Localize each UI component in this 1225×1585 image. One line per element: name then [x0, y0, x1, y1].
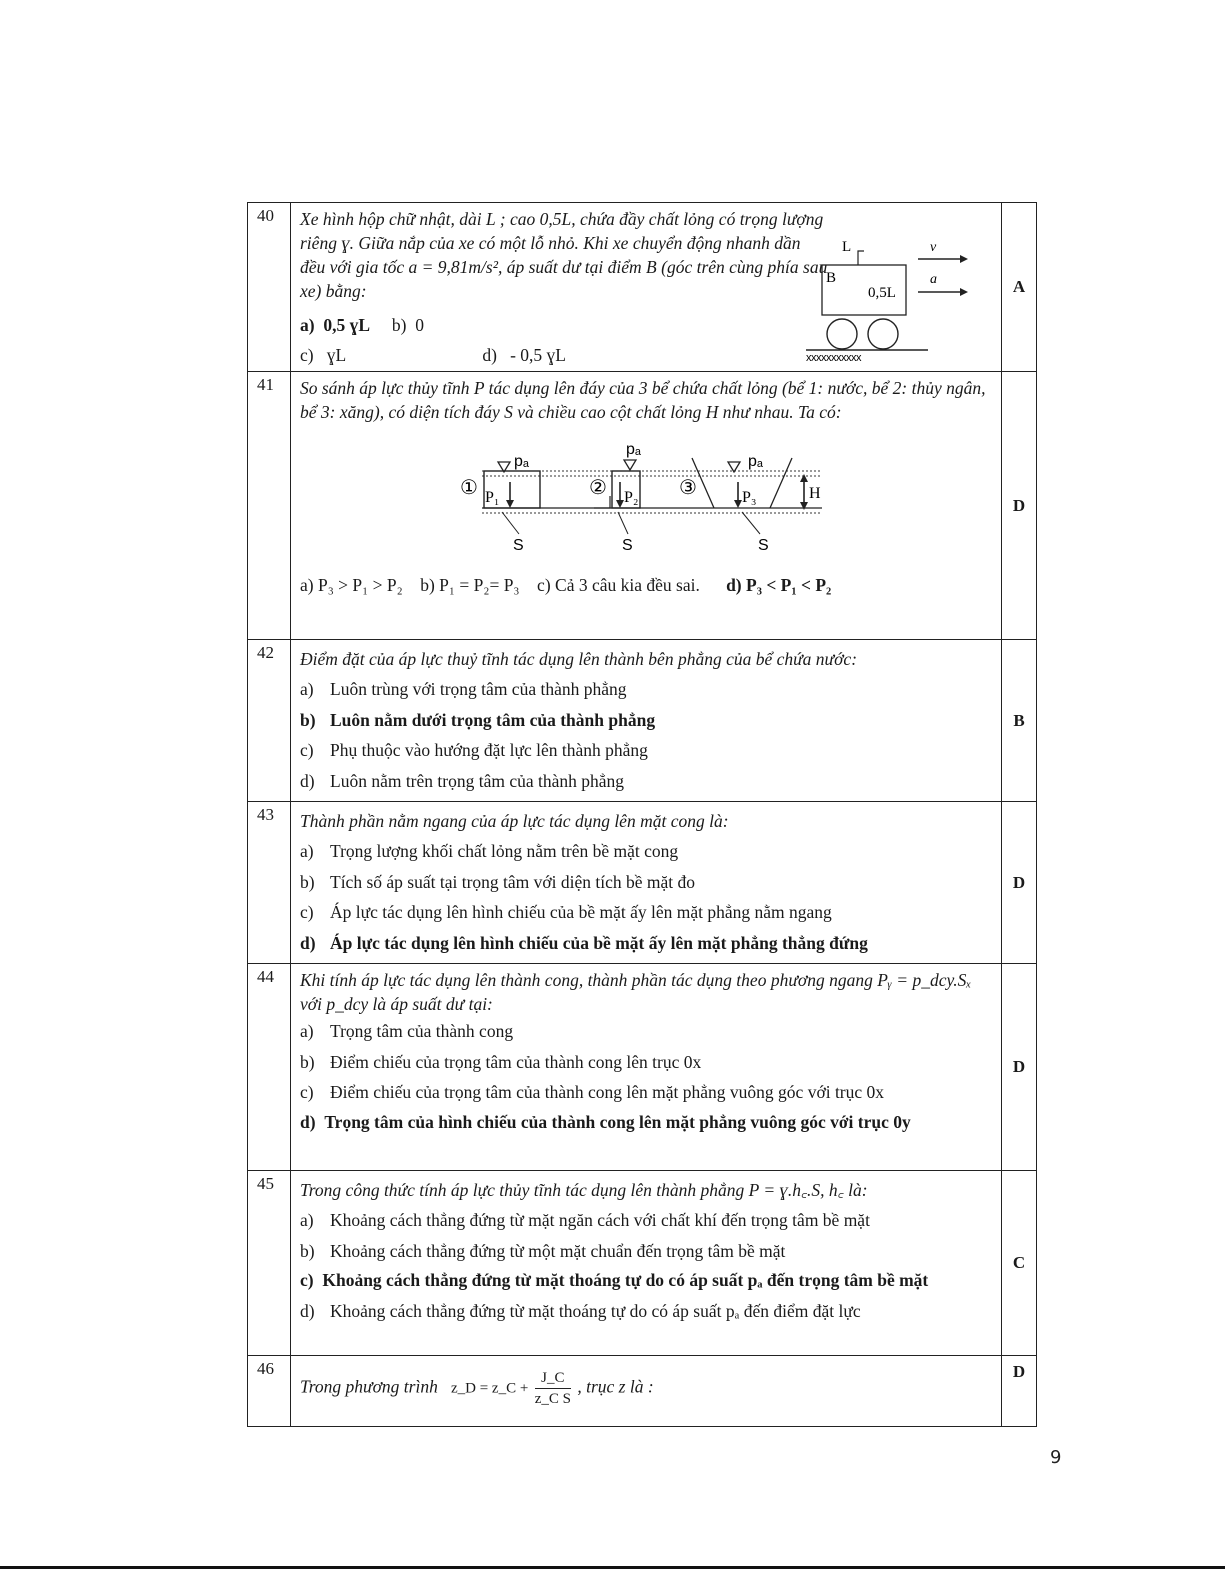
answer-cell: D — [1002, 372, 1037, 640]
option-b: b) Tích số áp suất tại trọng tâm với diện tích bề mặt đo — [300, 871, 696, 892]
option-a: a) Khoảng cách thẳng đứng từ mặt ngăn cách với chất khí đến trọng tâm bề mặt — [300, 1210, 870, 1230]
question-table — [247, 202, 1037, 1427]
P2-label: P₂ — [624, 489, 639, 506]
P3-label: P₃ — [742, 489, 757, 506]
answer-cell: C — [1002, 1171, 1037, 1356]
formula-left: z_D = z_C + — [450, 1380, 529, 1397]
question-text: Trong phương trình z_D = z_C + $\frac{J\_C}{\text{z\_C S}}$ , trục z là : — [300, 1370, 654, 1407]
wheel-rear — [827, 319, 857, 349]
question-number: 40 — [248, 203, 291, 372]
question-row-42 — [248, 640, 1037, 802]
question-text: Điểm đặt của áp lực thuỷ tĩnh tác dụng lên thành bên phẳng của bể chứa nước: — [300, 649, 858, 669]
option-list — [300, 310, 566, 370]
pa-label-2: pₐ — [626, 441, 641, 458]
label-B: B — [826, 270, 837, 286]
question-row-43 — [248, 802, 1037, 964]
option-d: d) Áp lực tác dụng lên hình chiếu của bề mặt ấy lên mặt phẳng thẳng đứng — [300, 932, 868, 953]
bottom-divider — [0, 1566, 1225, 1569]
label-a: a — [930, 272, 937, 287]
option-a: a) Trọng tâm của thành cong — [300, 1021, 514, 1041]
option-c: c) Cả 3 câu kia đều sai. — [537, 575, 700, 595]
tank-car-figure — [806, 237, 990, 365]
S-label-2: S — [622, 537, 633, 554]
option-d: d) - 0,5 ɣL — [482, 345, 566, 365]
option-c: c) Khoảng cách thẳng đứng từ mặt thoáng tự do có áp suất pₐ đến trọng tâm bề mặt — [300, 1270, 929, 1290]
option-c: c) Phụ thuộc vào hướng đặt lực lên thành phẳng — [300, 740, 648, 760]
label-v: v — [930, 240, 937, 255]
option-d: d) Luôn nằm trên trọng tâm của thành phẳng — [300, 770, 625, 791]
question-text: Thành phần nằm ngang của áp lực tác dụng lên mặt cong là: — [300, 811, 729, 831]
question-row-41 — [248, 372, 1037, 640]
question-number: 44 — [248, 964, 291, 1171]
question-number: 43 — [248, 802, 291, 964]
option-b: b) 0 — [391, 315, 424, 335]
option-c: c) Điểm chiếu của trọng tâm của thành cong lên mặt phẳng vuông góc với trục 0x — [300, 1082, 885, 1102]
question-row-46 — [248, 1356, 1037, 1427]
answer-cell: B — [1002, 640, 1037, 802]
question-number: 41 — [248, 372, 291, 640]
pa-label-1: pₐ — [514, 453, 529, 470]
page-number: 9 — [1050, 1447, 1062, 1468]
S-label-3: S — [758, 537, 769, 554]
option-list — [300, 570, 993, 601]
question-row-44 — [248, 964, 1037, 1171]
ground-hatch: xxxxxxxxxxx — [806, 352, 861, 364]
answer-cell: A — [1002, 203, 1037, 372]
answer-cell: D — [1002, 802, 1037, 964]
option-b: b) P₁ = P₂= P₃ — [420, 575, 520, 595]
option-d: d) Khoảng cách thẳng đứng từ mặt thoáng tự do có áp suất pₐ đến điểm đặt lực — [300, 1301, 861, 1321]
question-text: Xe hình hộp chữ nhật, dài L ; cao 0,5L, chứa đầy chất lỏng có trọng lượng riêng ɣ. Giữa nắp của xe có một lỗ nhỏ. Khi xe chuyển động nhanh dần đều với gia tốc a = 9,81m/s², áp suất dư tại điểm B (góc trên cùng phía sau xe) bằng: — [300, 209, 828, 301]
option-d: d) P₃ < P₁ < P₂ — [726, 575, 832, 595]
option-b: b) Luôn nằm dưới trọng tâm của thành phẳng — [300, 709, 656, 730]
option-a: a) P₃ > P₁ > P₂ — [300, 575, 403, 595]
wheel-front — [868, 319, 898, 349]
question-text: Khi tính áp lực tác dụng lên thành cong, thành phần tác dụng theo phương ngang Pᵧ = p_dcy.Sₓ với p_dcy là áp suất dư tại: — [300, 970, 972, 1014]
S-label-1: S — [513, 537, 524, 554]
answer-cell: D — [1002, 1356, 1037, 1427]
formula-fraction: $\frac{J\_C}{\text{z\_C S}}$ — [534, 1370, 571, 1407]
option-c: c) Áp lực tác dụng lên hình chiếu của bề mặt ấy lên mặt phẳng nằm ngang — [300, 902, 832, 922]
label-height: 0,5L — [868, 285, 896, 301]
P1-label: P₁ — [485, 489, 500, 506]
option-c: c) ɣL — [300, 345, 347, 365]
question-text: So sánh áp lực thủy tĩnh P tác dụng lên đáy của 3 bể chứa chất lỏng (bể 1: nước, bể 2: thủy ngân, bể 3: xăng), có diện tích đáy S và chiều cao cột chất lỏng H như nhau. Ta có: — [300, 378, 986, 422]
option-a: a) Trọng lượng khối chất lỏng nằm trên bề mặt cong — [300, 841, 679, 861]
question-row-45 — [248, 1171, 1037, 1356]
option-b: b) Khoảng cách thẳng đứng từ một mặt chuẩn đến trọng tâm bề mặt — [300, 1240, 786, 1261]
answer-cell: D — [1002, 964, 1037, 1171]
tank-number-1: ① — [460, 477, 478, 499]
option-d: d) Trọng tâm của hình chiếu của thành cong lên mặt phẳng vuông góc với trục 0y — [300, 1111, 911, 1132]
question-number: 46 — [248, 1356, 291, 1427]
option-b: b) Điểm chiếu của trọng tâm của thành cong lên trục 0x — [300, 1051, 702, 1072]
question-text: Trong công thức tính áp lực thủy tĩnh tác dụng lên thành phẳng P = ɣ.h꜀.S, h꜀ là: — [300, 1180, 868, 1200]
question-number: 42 — [248, 640, 291, 802]
option-a: a) 0,5 ɣL — [300, 315, 371, 335]
tank-number-3: ③ — [679, 477, 697, 499]
tank-number-2: ② — [589, 477, 607, 499]
H-label: H — [809, 485, 821, 502]
question-row-40 — [248, 203, 1037, 372]
question-number: 45 — [248, 1171, 291, 1356]
three-tanks-figure — [442, 442, 822, 560]
label-L: L — [842, 239, 852, 255]
option-a: a) Luôn trùng với trọng tâm của thành phẳng — [300, 679, 627, 699]
pa-label-3: pₐ — [748, 453, 763, 470]
